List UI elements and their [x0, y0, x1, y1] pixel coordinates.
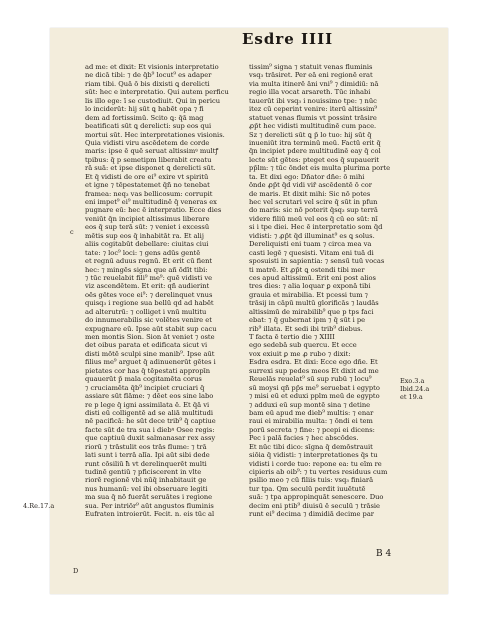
text-line: vidisti: ⁊ ꝓp̄t q̄d illuminat⁹ es ꝗ solus. — [249, 231, 375, 240]
left-text-column — [85, 63, 235, 519]
text-line: statuet venas flumis vt possint trāsire — [249, 113, 377, 122]
text-line: filius me⁹ arguet q̄ adinuenerūt gētes i — [85, 358, 216, 367]
right-text-column — [249, 63, 399, 519]
text-line: quisq₃ i regione sua bellū qd ad habēt — [85, 299, 214, 308]
text-line: re p lege q̄ igni assimilata ē. Et q̄ā vi — [85, 400, 210, 409]
text-line: framea: neq₃ vas bellicosum: corrupit — [85, 189, 213, 198]
text-line: ꝓp̄t hec vidisti multitudinē cum pace. — [249, 122, 377, 131]
text-line: siōia q̄ vidisti: ⁊ interpretationes q̄s tu — [249, 451, 378, 460]
text-line: Pec i palā facies ⁊ hec abscōdes. — [249, 434, 359, 443]
margin-reference: Exo.3.a — [400, 377, 425, 385]
text-line: grauia et mirabilia. Et pcessi tum ⁊ — [249, 290, 368, 299]
text-line: assiare sūt flāme: ⁊ dēet eos sine labo — [85, 392, 214, 401]
text-line: cipieris ab oib⁹: ⁊ tu vertes residuus cum — [249, 468, 388, 476]
text-line: tauerūt ibi vsq₃ i nouissimo tpe: ⁊ nūc — [249, 96, 377, 105]
text-line: hec vel scrutari vel scire q̄ sūt in pfun — [249, 198, 378, 206]
text-line: tissim⁹ signa ⁊ statuit venas fluminis — [249, 63, 373, 71]
text-line: decim eni ptib⁹ diuisū ē seculū ⁊ trāsie — [249, 501, 380, 510]
text-line: nē pacificā: he sūt dece trib⁹ q̄ captiue — [85, 417, 216, 426]
margin-reference: Ibid.24.a — [400, 385, 430, 393]
text-line: inueniūt itra terminū meū. Factū erit q̄ — [249, 138, 381, 147]
text-line: ta. Et dixi ego: Dñator dñe: ō mihi — [249, 172, 365, 181]
text-line: ⁊ misi eū et eduxi ppl̄m meū de egypto — [249, 392, 380, 401]
text-line: eos q̄ sup terā sūt: ⁊ veniet i excessū — [85, 223, 210, 232]
text-line: Dereliquisti eni tuam ⁊ circa mea va — [249, 240, 372, 249]
text-line: quauerūt p̄ mala cogitamēta corus — [85, 375, 202, 384]
text-line: vidisti i corde tuo: repone ea: tu eīm re — [249, 459, 382, 468]
text-line: lo inciderūt: hij sūt ꝗ habēt opa ⁊ fi — [85, 105, 204, 114]
text-line: tres dies: ⁊ alia loquar ꝑ exponā tibi — [249, 282, 371, 291]
text-line: do maris: sic nō poterit q̄sq₃ sup terrā — [249, 206, 378, 215]
text-line: pp̄lm: ⁊ tūc ōndet eis multa plurima porte — [249, 164, 391, 173]
text-line: det oibus parata et edificata sicut vi — [85, 341, 208, 350]
text-line: et igne ⁊ tēpestatemet q̄ñ no tenebat — [85, 181, 210, 190]
text-line: oēs gētes voce ei⁹: ⁊ derelinquet vnus — [85, 290, 213, 299]
text-line: mortui sūt. Hec interpretationes visionis. — [85, 130, 225, 139]
text-line: disti eū colligentē ad se aliā multitudi — [85, 408, 214, 417]
text-line: suā: ⁊ tpa appropinquāt senescere. Duo — [249, 493, 384, 502]
text-line: rib⁹ illata. Et sedi ibi trib⁹ diebus. — [249, 324, 363, 333]
text-line: do innumerabilis sic volētes venire et — [85, 316, 212, 325]
text-line: aliis cogitabūt debellare: ciuitas ciui — [85, 240, 209, 249]
text-line: sposuisti in sapientia: ⁊ sensū tuū vocas — [249, 257, 385, 266]
text-line: mētis sup eos q̄ inhabitāt ra. Et alij — [85, 231, 204, 240]
text-line: Quia vidisti viru ascēdetem de corde — [85, 138, 210, 147]
text-line: pugnare eū: hec ē interpratio. Ecce dies — [85, 206, 222, 215]
text-line: Esdra esdra. Et dixi: Ecce ego dñe. Et — [249, 358, 378, 367]
text-line: Reuelās reuelat⁹ sū sup rubū ⁊ locu⁹ — [249, 375, 372, 384]
text-line: Et q̄ vidisti de ore ei⁹ exire vt spiritū — [85, 172, 209, 181]
text-line: veniūt q̄n incipiet altissimus liberare — [85, 214, 210, 223]
text-line: psilio meo ⁊ cū filiis tuis: vsq₃ finiarā — [249, 476, 374, 485]
text-line: bam eū apud me dieb⁹ multis: ⁊ enar — [249, 408, 374, 417]
text-line: casti legē ⁊ quesisti. Vitam eni tuā di — [249, 248, 374, 257]
text-line: q̄n incipiet pdere multitudinē eay q̄ col — [249, 147, 381, 156]
text-line: rā suā: et ipse disponet ꝗ derelicti sūt. — [85, 164, 216, 173]
margin-reference: 4.Re.17.a — [23, 502, 55, 510]
text-line: maris: ipse ē quē seruat altissimꝰ multꝭ — [85, 147, 219, 156]
running-head: Esdre IIII — [242, 30, 334, 48]
text-line: Eufraten introierūt. Fecit. n. eis tūc al — [85, 510, 215, 519]
text-line: riorū ⁊ trāstulit eos trās flume: ⁊ trā — [85, 442, 207, 451]
text-line: ōnde ꝓp̄t q̄d vidi vir̄ ascēdentē ō cor — [249, 181, 372, 190]
signature-mark: B 4 — [376, 549, 392, 559]
text-line: nus humanū: vel ibi obseruare legiti — [85, 484, 208, 493]
text-line: tpibus: q̄ p semetipm liberabit creatu — [85, 155, 212, 164]
text-line: men montis Sion. Sion āt veniet ⁊ oste — [85, 333, 215, 341]
text-line: T facta ē tertio die ⁊ XIIII — [249, 333, 335, 341]
text-line: beatificati sūt ꝗ derelicti: sup eos qui — [85, 122, 212, 131]
text-line: trāsij in cāpū multū glorificās ⁊ laudās — [249, 299, 379, 308]
margin-note-d: D — [73, 567, 79, 575]
text-line: disti mōtē sculpi sine manib⁹. Ipse aūt — [85, 349, 215, 358]
margin-reference: et 19.a — [400, 393, 423, 401]
text-line: ad alterutrū: ⁊ colliget i vnū multitu — [85, 307, 207, 316]
text-line: lis illo ege: ī se custodiuit. Qui in pericu — [85, 96, 221, 105]
text-line: ebat: ⁊ q̄ gubernat ipm ⁊ q̄ sūt i pe — [249, 316, 366, 325]
text-line: surrexi sup pedes meos Et dixit ad me — [249, 366, 379, 375]
text-line: Et nūc tibi dico: sīgna q̄ demōstrauit — [249, 442, 373, 451]
text-line: tur tpa. Qm seculū perdit iuuētutē — [249, 484, 366, 493]
text-line: et regnū aduus regnū. Et erit cū fient — [85, 257, 213, 266]
text-line: ⁊ tūc reuelabit fili⁹ me⁹: quē vidisti ve — [85, 273, 213, 282]
text-line: si i tpe diei. Hec ē interpretatio som q̄d — [249, 223, 383, 232]
text-line: altissimū de mirabilib⁹ que p tps faci — [249, 307, 374, 316]
text-line: vox exiuit ꝑ me ꝓ rubo ⁊ dixit: — [249, 349, 351, 358]
text-line: sū moysi qñ pp̄s me⁹ seruebat i egypto — [249, 383, 380, 392]
text-line: viz ascendētem. Et erit: qñ audierint — [85, 282, 210, 291]
text-line: ad me: et dixit: Et visionis interpretatio — [85, 63, 219, 71]
text-line: vsq₃ trāsiret. Per eā eni regionē erat — [249, 71, 373, 80]
text-line: itez cū ceperint venire: iterū altissim⁹ — [249, 105, 378, 114]
text-line: videre filiū meū vel eos q̄ cū eo sūt: nī — [249, 214, 378, 223]
text-line: runt ei⁹ decima ⁊ dimidiā decime par — [249, 510, 374, 519]
text-line: tudinē gentiū ⁊ pficiscerent in vlte — [85, 468, 202, 476]
text-line: pietates cor has q̄ tēpestati appropīn — [85, 366, 211, 375]
text-line: ⁊ cruciamēta q̄b⁹ incipiet cruciari q̄ — [85, 383, 205, 392]
text-line: dem ad fortissimū. Scito ꝗ: q̄ā mag — [85, 113, 204, 122]
text-line: ne dicā tibi: ⁊ de q̄b⁹ locut⁹ es adaper — [85, 71, 212, 80]
text-line: de maris. Et dixit mihi: Sic nō potes — [249, 189, 371, 198]
text-line: facte sūt de tra sua i diebꝰ Osee regis: — [85, 425, 215, 434]
text-line: Sz ⁊ derelicti sūt ꝗ p̄ lo tuo: hij sūt q̄ — [249, 130, 372, 139]
text-line: lecte sūt gētes: pteget eos q̄ supauerit — [249, 155, 380, 164]
text-line: sūt: hec e interpretatio. Qui autem perficu — [85, 88, 229, 97]
margin-note-c: c — [70, 228, 74, 236]
text-line: tate: ⁊ loc⁹ loci: ⁊ gens adūs gentē — [85, 248, 201, 257]
text-line: raui ei mirabilia multa: ⁊ ōndi ei tem — [249, 417, 373, 426]
text-line: riam tibi. Quā ō bis dixisti ꝗ derelicti — [85, 79, 210, 88]
text-line: ⁊ adduxi eū sup montē sina ⁊ detine — [249, 400, 371, 409]
text-line: eni impet⁹ ei⁹ multitudinē q̄ veneras ex — [85, 198, 217, 206]
text-line: hec: ⁊ mingēs signa que añ ōdīt tibi: — [85, 265, 208, 274]
text-line: ego sedebā sub quercu. Et ecce — [249, 341, 357, 350]
text-line: riorē regionē vbi nūq̄ inhabitauit ge — [85, 476, 207, 485]
text-line: sua. Per intriōr⁹ aūt angustos fluminis — [85, 501, 214, 510]
text-line: ma sua q̄ nō fuerāt seruātes i regione — [85, 493, 213, 502]
text-line: runt cōsiliū ħ vt derelinquerēt multi — [85, 459, 207, 468]
text-line: lati sunt i terrā alīa. Ipi aūt sibi dede — [85, 451, 210, 460]
text-line: porū secreta ⁊ fine: ⁊ pcepi ei dicens: — [249, 425, 375, 434]
text-line: via multa itinerē āni vni⁹ ⁊ dimidiū: nā — [249, 79, 379, 88]
text-line: regio illa vocat arsareth. Tūc inhabi — [249, 88, 371, 97]
text-line: ti matrē. Et ꝓp̄t ꝗ ostendi tibi mer — [249, 265, 365, 274]
text-line: ces apud altissimū. Erit eni post alios — [249, 273, 376, 282]
text-line: expugnare eū. Ipse aūt stabit sup cacu — [85, 324, 217, 333]
text-line: que captiuū duxit salmanasar rex assy — [85, 434, 216, 443]
